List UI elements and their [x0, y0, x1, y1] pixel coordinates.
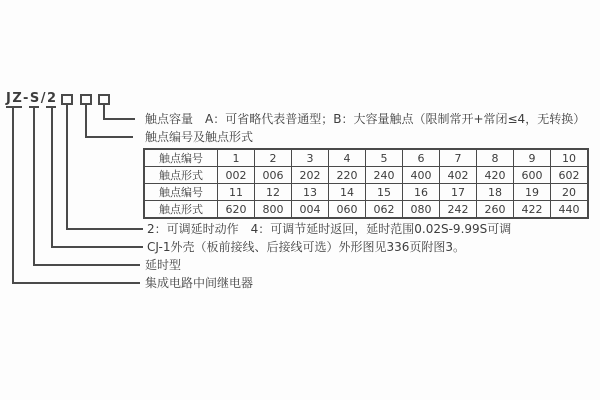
placeholder-box-2 — [80, 94, 92, 105]
connector-line-case-horizontal — [51, 246, 143, 248]
table-cell: 12 — [255, 184, 292, 201]
label-product: 集成电路中间继电器 — [145, 276, 254, 290]
table-cell: 440 — [551, 201, 589, 219]
connector-line-delay-adjust-horizontal — [66, 228, 143, 230]
table-cell: 260 — [477, 201, 514, 219]
model-code: JZ-S/2 — [6, 91, 58, 106]
connector-line-delay-type-vertical — [33, 108, 35, 266]
connector-line-delay-adjust-vertical — [66, 105, 68, 230]
table-row-header: 触点形式 — [144, 167, 218, 184]
table-row — [144, 167, 588, 184]
label-delay-adjust: 2：可调延时动作 4：可调节延时返回，延时范围0.02S-9.99S可调 — [147, 222, 512, 236]
table-cell: 15 — [366, 184, 403, 201]
table-cell: 6 — [403, 149, 440, 167]
table-cell: 420 — [477, 167, 514, 184]
table-row — [144, 149, 588, 167]
label-contact-numbering: 触点编号及触点形式 — [145, 130, 254, 144]
table-row-header: 触点编号 — [144, 149, 218, 167]
table-cell: 1 — [218, 149, 255, 167]
table-cell: 8 — [477, 149, 514, 167]
table-cell: 600 — [514, 167, 551, 184]
table-cell: 422 — [514, 201, 551, 219]
label-case: CJ-1外壳（板前接线、后接线可选）外形图见336页附图3。 — [147, 240, 465, 254]
connector-line-capacity-horizontal — [103, 118, 135, 120]
table-cell: 006 — [255, 167, 292, 184]
table-cell: 620 — [218, 201, 255, 219]
table-cell: 14 — [329, 184, 366, 201]
table-cell: 220 — [329, 167, 366, 184]
table-cell: 240 — [366, 167, 403, 184]
table-row-header: 触点形式 — [144, 201, 218, 219]
table-cell: 16 — [403, 184, 440, 201]
connector-line-numbering-vertical — [85, 105, 87, 138]
connector-line-product-horizontal — [12, 282, 140, 284]
table-cell: 242 — [440, 201, 477, 219]
table-cell: 19 — [514, 184, 551, 201]
placeholder-box-3 — [98, 94, 110, 105]
table-cell: 3 — [292, 149, 329, 167]
connector-line-case-vertical — [51, 108, 53, 248]
table-row — [144, 201, 588, 219]
table-cell: 060 — [329, 201, 366, 219]
table-cell: 004 — [292, 201, 329, 219]
table-cell: 7 — [440, 149, 477, 167]
table-cell: 13 — [292, 184, 329, 201]
table-cell: 800 — [255, 201, 292, 219]
table-cell: 9 — [514, 149, 551, 167]
table-cell: 400 — [403, 167, 440, 184]
table-cell: 20 — [551, 184, 589, 201]
contact-table — [143, 148, 589, 219]
connector-line-numbering-horizontal — [85, 136, 133, 138]
table-row-header: 触点编号 — [144, 184, 218, 201]
connector-line-delay-type-horizontal — [33, 264, 140, 266]
underline-jz — [6, 106, 22, 108]
placeholder-box-1 — [61, 94, 73, 105]
connector-line-product-vertical — [12, 108, 14, 284]
table-cell: 17 — [440, 184, 477, 201]
table-cell: 002 — [218, 167, 255, 184]
table-cell: 080 — [403, 201, 440, 219]
table-cell: 602 — [551, 167, 589, 184]
label-contact-capacity: 触点容量 A：可省略代表普通型；B：大容量触点（限制常开+常闭≤4，无转换） — [145, 112, 586, 126]
table-cell: 2 — [255, 149, 292, 167]
table-row — [144, 184, 588, 201]
label-delay-type: 延时型 — [145, 258, 182, 272]
table-cell: 402 — [440, 167, 477, 184]
table-cell: 4 — [329, 149, 366, 167]
table-cell: 10 — [551, 149, 589, 167]
table-cell: 11 — [218, 184, 255, 201]
table-cell: 202 — [292, 167, 329, 184]
table-cell: 5 — [366, 149, 403, 167]
table-cell: 18 — [477, 184, 514, 201]
table-cell: 062 — [366, 201, 403, 219]
